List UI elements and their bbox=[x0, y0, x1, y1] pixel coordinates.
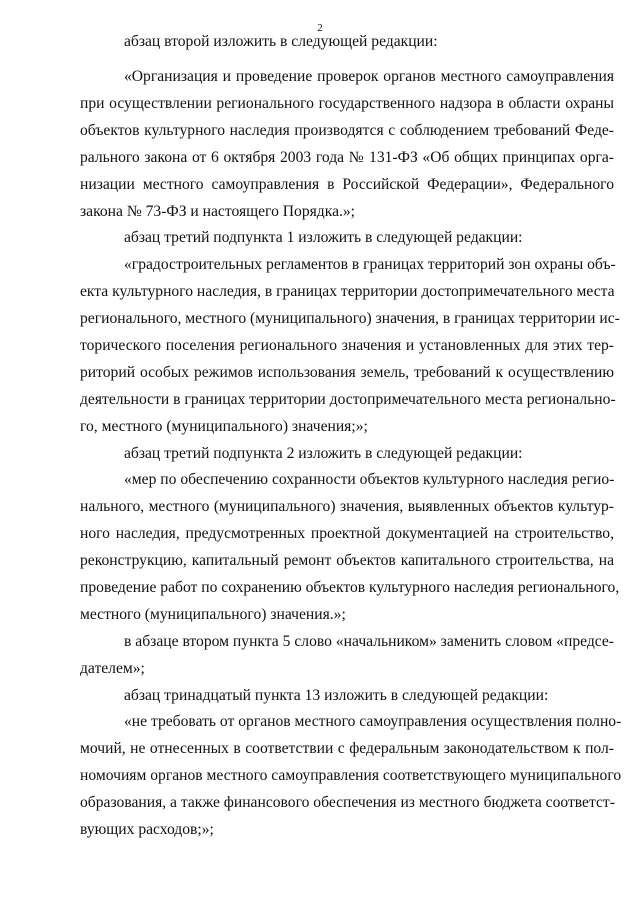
paragraph-line: абзац второй изложить в следующей редакции: bbox=[124, 33, 438, 50]
paragraph-line: дателем»; bbox=[80, 660, 145, 677]
paragraph-line: низации местного самоуправления в Российской Федерации», Федерального bbox=[80, 176, 614, 193]
paragraph-line: мочий, не отнесенных в соответствии с федеральным законодательством к пол- bbox=[80, 740, 614, 757]
paragraph-line: образования, а также финансового обеспечения из местного бюджета соответст- bbox=[80, 794, 615, 811]
paragraph-line: го, местного (муниципального) значения;»; bbox=[80, 418, 368, 435]
paragraph-line: абзац третий подпункта 2 изложить в следующей редакции: bbox=[124, 445, 523, 462]
paragraph-line: абзац тринадцатый пункта 13 изложить в следующей редакции: bbox=[124, 687, 549, 704]
paragraph-line: объектов культурного наследия производятся с соблюдением требований Феде- bbox=[80, 122, 614, 139]
paragraph-line: абзац третий подпункта 1 изложить в следующей редакции: bbox=[124, 229, 523, 246]
paragraph-line: торического поселения регионального значения и установленных для этих тер- bbox=[80, 337, 614, 354]
paragraph-line: номочиям органов местного самоуправления соответствующего муниципального bbox=[80, 767, 622, 784]
paragraph-line: деятельности в границах территории достопримечательного места регионально- bbox=[80, 391, 616, 408]
paragraph-line: закона № 73-ФЗ и настоящего Порядка.»; bbox=[80, 203, 356, 220]
paragraph-line: екта культурного наследия, в границах территории достопримечательного места bbox=[80, 283, 615, 300]
paragraph-line: рального закона от 6 октября 2003 года № 131-ФЗ «Об общих принципах орга- bbox=[80, 149, 614, 166]
paragraph-line: вующих расходов;»; bbox=[80, 821, 214, 838]
paragraph-line: местного (муниципального) значения.»; bbox=[80, 606, 346, 623]
paragraph-line: риторий особых режимов использования земель, требований к осуществлению bbox=[80, 364, 614, 381]
paragraph-line: в абзаце втором пункта 5 слово «начальником» заменить словом «предсе- bbox=[124, 633, 614, 650]
paragraph-line: «Организация и проведение проверок органов местного самоуправления bbox=[124, 68, 614, 85]
paragraph-line: регионального, местного (муниципального) значения, в границах территории ис- bbox=[80, 310, 620, 327]
paragraph-line: нального, местного (муниципального) значения, выявленных объектов культур- bbox=[80, 498, 614, 515]
paragraph-line: при осуществлении регионального государственного надзора в области охраны bbox=[80, 95, 614, 112]
paragraph-line: «не требовать от органов местного самоуправления осуществления полно- bbox=[124, 713, 622, 730]
page-number: 2 bbox=[317, 22, 323, 34]
paragraph-line: «мер по обеспечению сохранности объектов культурного наследия регио- bbox=[124, 471, 615, 488]
paragraph-line: проведение работ по сохранению объектов культурного наследия регионального, bbox=[80, 579, 620, 596]
paragraph-line: ного наследия, предусмотренных проектной документацией на строительство, bbox=[80, 525, 614, 542]
paragraph-line: «градостроительных регламентов в границах территорий зон охраны объ- bbox=[124, 256, 616, 273]
paragraph-line: реконструкцию, капитальный ремонт объектов капитального строительства, на bbox=[80, 552, 614, 569]
